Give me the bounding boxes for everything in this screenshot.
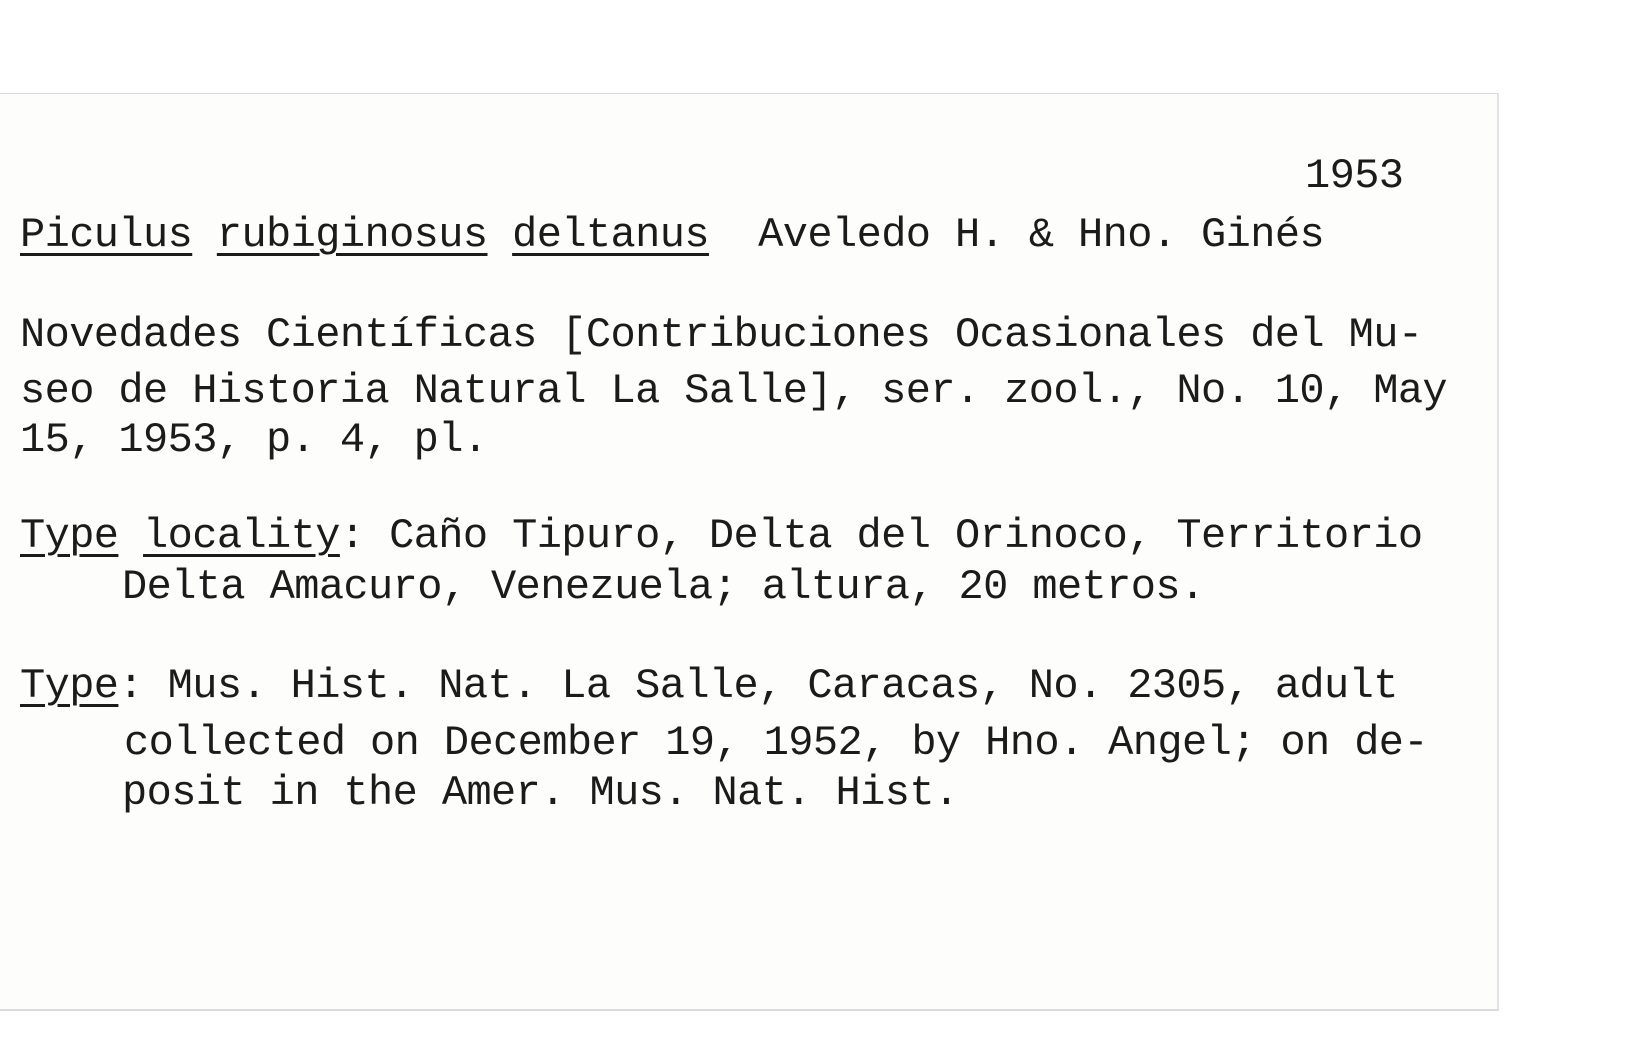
citation-line-3: 15, 1953, p. 4, pl. <box>20 416 488 464</box>
type-specimen-line-2: collected on December 19, 1952, by Hno. Angel; on de- <box>124 719 1429 767</box>
type-locality-label-locality: locality <box>143 512 340 560</box>
taxon-authors: Aveledo H. & Hno. Ginés <box>758 211 1325 259</box>
type-specimen-line-3: posit in the Amer. Mus. Nat. Hist. <box>122 769 959 817</box>
genus-name: Piculus <box>20 211 193 259</box>
taxon-name-line <box>20 211 1325 259</box>
species-name: rubiginosus <box>216 211 488 259</box>
type-locality-line-1 <box>20 512 1423 560</box>
type-locality-text: : Caño Tipuro, Delta del Orinoco, Territorio <box>339 512 1423 560</box>
type-specimen-text: : Mus. Hist. Nat. La Salle, Caracas, No. 2305, adult <box>118 662 1398 710</box>
type-locality-label-type: Type <box>20 512 119 560</box>
citation-line-2: seo de Historia Natural La Salle], ser. zool., No. 10, May <box>20 367 1448 415</box>
index-card <box>0 93 1499 1011</box>
type-specimen-line-1 <box>20 662 1398 710</box>
citation-line-1: Novedades Científicas [Contribuciones Ocasionales del Mu- <box>20 311 1423 359</box>
subspecies-name: deltanus <box>512 211 709 259</box>
card-year: 1953 <box>1305 152 1404 200</box>
type-locality-line-2: Delta Amacuro, Venezuela; altura, 20 metros. <box>122 563 1205 611</box>
type-label: Type <box>20 662 119 710</box>
